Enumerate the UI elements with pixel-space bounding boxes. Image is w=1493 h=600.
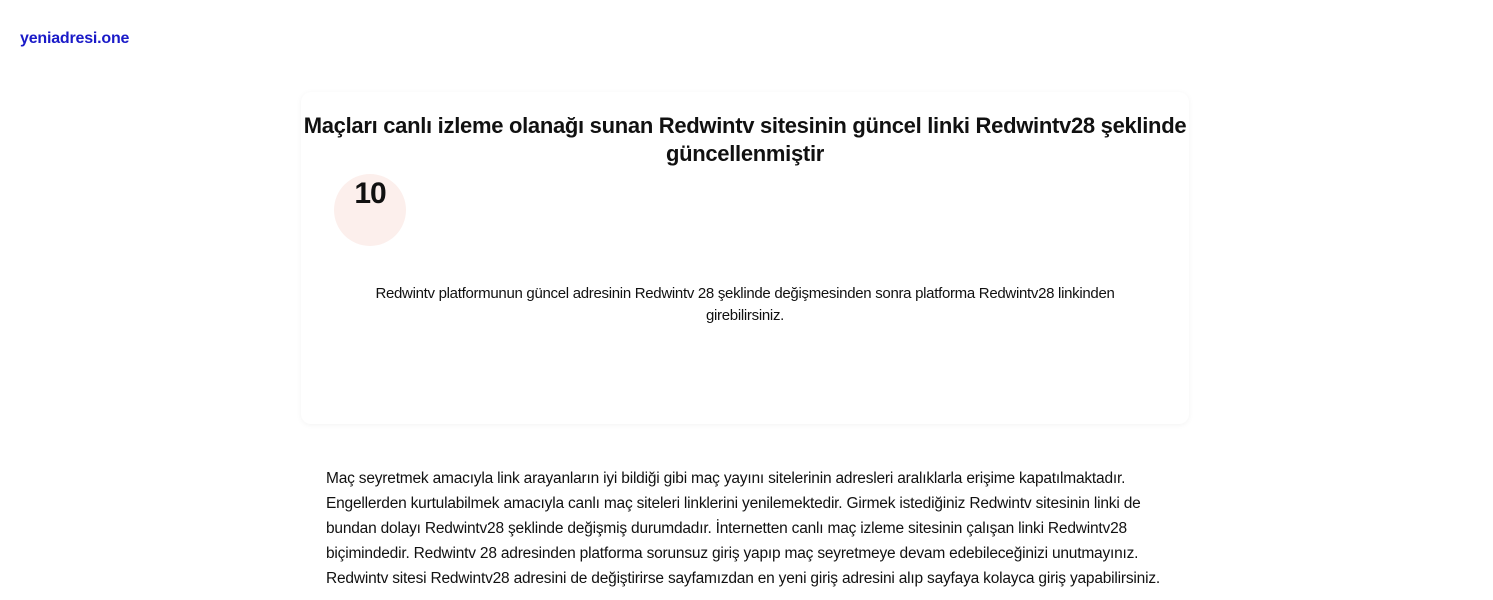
card-title: Maçları canlı izleme olanağı sunan Redwintv sitesinin güncel linki Redwintv28 şeklinde güncellenmiştir bbox=[303, 113, 1187, 166]
article-paragraph: Maç seyretmek amacıyla link arayanların iyi bildiği gibi maç yayını sitelerinin adresleri aralıklarla erişime kapatılmaktadır. Engellerden kurtulabilmek amacıyla canlı maç siteleri linklerini yenilemektedir. Girmek istediğiniz Redwintv sitesinin linki de bundan dolayı Redwintv28 şeklinde değişmiş durumdadır. İnternetten canlı maç izleme sitesinin çalışan linki Redwintv28 biçimindedir. Redwintv 28 adresinden platforma sorunsuz giriş yapıp maç seyretmeye devam edebileceğinizi unutmayınız. Redwintv sitesi Redwintv28 adresini de değiştirirse sayfamızdan en yeni giriş adresini alıp sayfaya kolayca giriş yapabilirsiniz. bbox=[326, 470, 1160, 587]
site-logo-link[interactable]: yeniadresi.one bbox=[20, 30, 130, 47]
info-card bbox=[301, 92, 1189, 424]
score-value: 10 bbox=[354, 177, 386, 210]
score-badge bbox=[334, 174, 406, 246]
card-description: Redwintv platformunun güncel adresinin Redwintv 28 şeklinde değişmesinden sonra platforma Redwintv28 linkinden girebilirsiniz. bbox=[375, 285, 1115, 324]
